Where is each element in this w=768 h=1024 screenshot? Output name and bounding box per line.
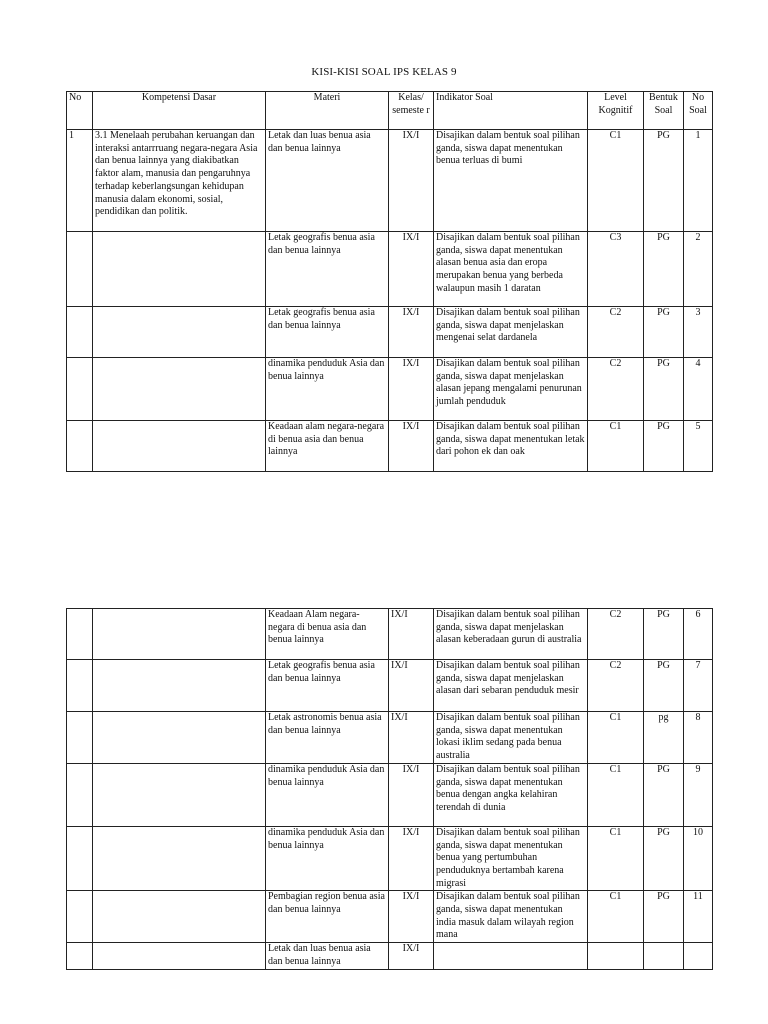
- table-row: [67, 763, 713, 826]
- kelas-cell: IX/I: [389, 307, 434, 358]
- row-number: [67, 307, 93, 358]
- kisi-kisi-table-page-2: [66, 608, 713, 970]
- indikator-cell: Disajikan dalam bentuk soal pilihan ganda, siswa dapat menentukan lokasi iklim sedang pada benua australia: [434, 712, 588, 764]
- nosoal-cell: 10: [684, 826, 713, 891]
- level-cell: C3: [588, 232, 644, 307]
- bentuk-cell: PG: [644, 660, 684, 712]
- materi-cell: Letak geografis benua asia dan benua lainnya: [266, 307, 389, 358]
- kelas-cell: IX/I: [389, 130, 434, 232]
- kompetensi-dasar-cell: 3.1 Menelaah perubahan keruangan dan interaksi antarrruang negara-negara Asia dan benua lainnya yang diakibatkan faktor alam, manusia dan pengaruhnya terhadap keberlangsungan kehidupan manusia dalam ekonomi, sosial, pendidikan dan politik.: [93, 130, 266, 232]
- kelas-cell: IX/I: [389, 421, 434, 472]
- level-cell: [588, 943, 644, 969]
- bentuk-cell: PG: [644, 421, 684, 472]
- nosoal-cell: 8: [684, 712, 713, 764]
- bentuk-cell: PG: [644, 358, 684, 421]
- header-no: No: [67, 92, 93, 130]
- kompetensi-dasar-cell: [93, 891, 266, 943]
- header-bentuk-soal: Bentuk Soal: [644, 92, 684, 130]
- header-level-kognitif: Level Kognitif: [588, 92, 644, 130]
- row-number: [67, 712, 93, 764]
- indikator-cell: Disajikan dalam bentuk soal pilihan ganda, siswa dapat menentukan india masuk dalam wilayah region mana: [434, 891, 588, 943]
- table-row: [67, 421, 713, 472]
- materi-cell: dinamika penduduk Asia dan benua lainnya: [266, 763, 389, 826]
- level-cell: C1: [588, 891, 644, 943]
- document-title: KISI-KISI SOAL IPS KELAS 9: [311, 66, 457, 78]
- kompetensi-dasar-cell: [93, 307, 266, 358]
- level-cell: C1: [588, 421, 644, 472]
- level-cell: C2: [588, 609, 644, 660]
- table-row: [67, 609, 713, 660]
- kompetensi-dasar-cell: [93, 232, 266, 307]
- materi-cell: Pembagian region benua asia dan benua lainnya: [266, 891, 389, 943]
- nosoal-cell: [684, 943, 713, 969]
- kisi-kisi-table-page-1: [66, 91, 713, 472]
- indikator-cell: Disajikan dalam bentuk soal pilihan ganda, siswa dapat menentukan benua dengan angka kelahiran terendah di dunia: [434, 763, 588, 826]
- indikator-cell: Disajikan dalam bentuk soal pilihan ganda, siswa dapat menjelaskan alasan keberadaan gurun di australia: [434, 609, 588, 660]
- kompetensi-dasar-cell: [93, 943, 266, 969]
- bentuk-cell: PG: [644, 307, 684, 358]
- bentuk-cell: PG: [644, 232, 684, 307]
- kelas-cell: IX/I: [389, 712, 434, 764]
- indikator-cell: Disajikan dalam bentuk soal pilihan ganda, siswa dapat menjelaskan mengenai selat dardanela: [434, 307, 588, 358]
- kelas-cell: IX/I: [389, 232, 434, 307]
- kompetensi-dasar-cell: [93, 609, 266, 660]
- bentuk-cell: PG: [644, 891, 684, 943]
- header-materi: Materi: [266, 92, 389, 130]
- nosoal-cell: 5: [684, 421, 713, 472]
- header-kelas-semester: Kelas/ semeste r: [389, 92, 434, 130]
- kelas-cell: IX/I: [389, 943, 434, 969]
- table-row: [67, 307, 713, 358]
- kelas-cell: IX/I: [389, 660, 434, 712]
- materi-cell: Letak geografis benua asia dan benua lainnya: [266, 660, 389, 712]
- materi-cell: Letak dan luas benua asia dan benua lainnya: [266, 943, 389, 969]
- row-number: [67, 609, 93, 660]
- row-number: [67, 660, 93, 712]
- kelas-cell: IX/I: [389, 891, 434, 943]
- row-number: 1: [67, 130, 93, 232]
- materi-cell: Letak astronomis benua asia dan benua lainnya: [266, 712, 389, 764]
- nosoal-cell: 9: [684, 763, 713, 826]
- row-number: [67, 891, 93, 943]
- nosoal-cell: 4: [684, 358, 713, 421]
- kompetensi-dasar-cell: [93, 826, 266, 891]
- materi-cell: Letak geografis benua asia dan benua lainnya: [266, 232, 389, 307]
- row-number: [67, 421, 93, 472]
- level-cell: C1: [588, 130, 644, 232]
- bentuk-cell: PG: [644, 763, 684, 826]
- nosoal-cell: 7: [684, 660, 713, 712]
- row-number: [67, 232, 93, 307]
- table-row: [67, 943, 713, 969]
- materi-cell: Keadaan Alam negara-negara di benua asia dan benua lainnya: [266, 609, 389, 660]
- header-no-soal: No Soal: [684, 92, 713, 130]
- materi-cell: dinamika penduduk Asia dan benua lainnya: [266, 358, 389, 421]
- table-row: [67, 232, 713, 307]
- level-cell: C2: [588, 660, 644, 712]
- level-cell: C1: [588, 826, 644, 891]
- row-number: [67, 358, 93, 421]
- bentuk-cell: PG: [644, 826, 684, 891]
- level-cell: C1: [588, 712, 644, 764]
- materi-cell: Keadaan alam negara-negara di benua asia dan benua lainnya: [266, 421, 389, 472]
- kelas-cell: IX/I: [389, 358, 434, 421]
- nosoal-cell: 2: [684, 232, 713, 307]
- table-row: [67, 826, 713, 891]
- row-number: [67, 943, 93, 969]
- table-header-row: [67, 92, 713, 130]
- header-kompetensi-dasar: Kompetensi Dasar: [93, 92, 266, 130]
- nosoal-cell: 11: [684, 891, 713, 943]
- bentuk-cell: [644, 943, 684, 969]
- table-row: [67, 712, 713, 764]
- indikator-cell: Disajikan dalam bentuk soal pilihan ganda, siswa dapat menjelaskan alasan jepang mengalami penurunan jumlah penduduk: [434, 358, 588, 421]
- kelas-cell: IX/I: [389, 609, 434, 660]
- table-row: [67, 891, 713, 943]
- row-number: [67, 763, 93, 826]
- kompetensi-dasar-cell: [93, 660, 266, 712]
- materi-cell: dinamika penduduk Asia dan benua lainnya: [266, 826, 389, 891]
- kompetensi-dasar-cell: [93, 358, 266, 421]
- header-indikator-soal: Indikator Soal: [434, 92, 588, 130]
- level-cell: C2: [588, 358, 644, 421]
- table-row: [67, 358, 713, 421]
- materi-cell: Letak dan luas benua asia dan benua lainnya: [266, 130, 389, 232]
- kompetensi-dasar-cell: [93, 421, 266, 472]
- level-cell: C2: [588, 307, 644, 358]
- indikator-cell: Disajikan dalam bentuk soal pilihan ganda, siswa dapat menjelaskan alasan dari sebaran penduduk mesir: [434, 660, 588, 712]
- indikator-cell: Disajikan dalam bentuk soal pilihan ganda, siswa dapat menentukan benua yang pertumbuhan penduduknya bertambah karena migrasi: [434, 826, 588, 891]
- bentuk-cell: PG: [644, 130, 684, 232]
- table-row: [67, 660, 713, 712]
- kelas-cell: IX/I: [389, 826, 434, 891]
- indikator-cell: Disajikan dalam bentuk soal pilihan ganda, siswa dapat menentukan letak dari pohon ek dan oak: [434, 421, 588, 472]
- row-number: [67, 826, 93, 891]
- kompetensi-dasar-cell: [93, 712, 266, 764]
- indikator-cell: [434, 943, 588, 969]
- level-cell: C1: [588, 763, 644, 826]
- nosoal-cell: 3: [684, 307, 713, 358]
- bentuk-cell: PG: [644, 609, 684, 660]
- kompetensi-dasar-cell: [93, 763, 266, 826]
- table-row: [67, 130, 713, 232]
- bentuk-cell: pg: [644, 712, 684, 764]
- kelas-cell: IX/I: [389, 763, 434, 826]
- nosoal-cell: 1: [684, 130, 713, 232]
- nosoal-cell: 6: [684, 609, 713, 660]
- indikator-cell: Disajikan dalam bentuk soal pilihan ganda, siswa dapat menentukan alasan benua asia dan eropa merupakan benua yang berbeda walaupun masih 1 daratan: [434, 232, 588, 307]
- indikator-cell: Disajikan dalam bentuk soal pilihan ganda, siswa dapat menentukan benua terluas di bumi: [434, 130, 588, 232]
